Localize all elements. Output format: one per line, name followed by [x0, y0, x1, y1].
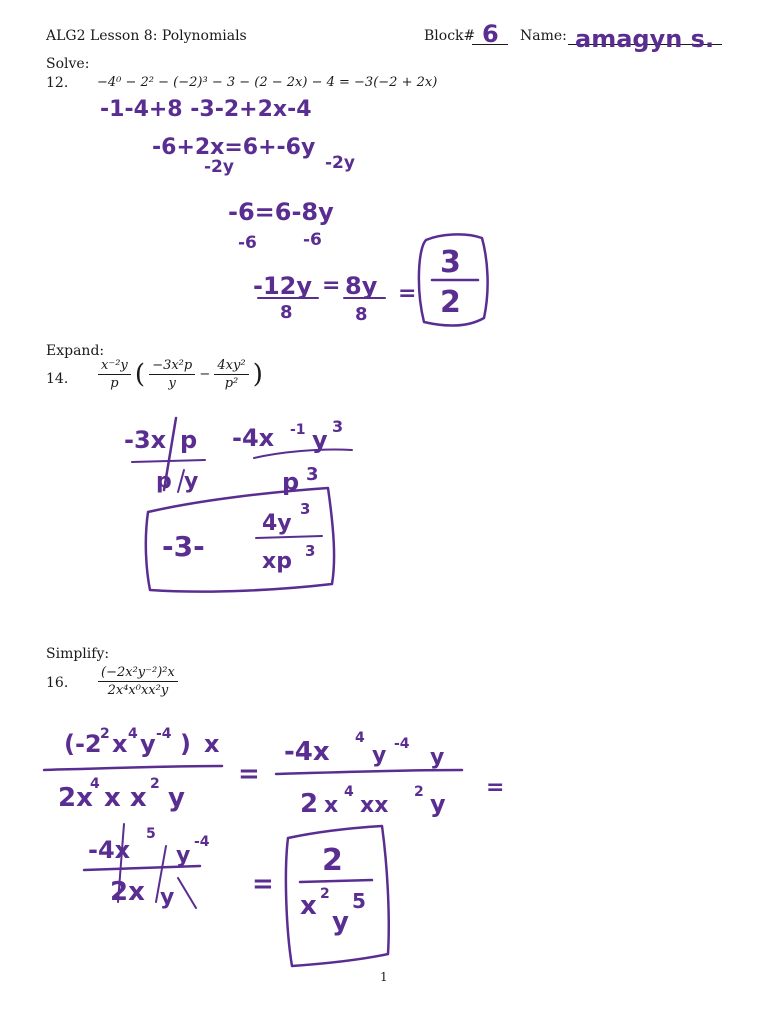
section-label-solve: Solve: [46, 56, 90, 72]
problem-16-fraction: $\frac{\text{(−2x²y⁻²)²x}}{\text{2x⁴x⁰xx²y}}$ [98, 665, 178, 698]
work-14-term1-den-y: y [184, 469, 199, 494]
work-16-num-exp-4: 4 [128, 726, 138, 742]
work-12-subtract-left: -6 [238, 233, 257, 253]
answer-14-den-exp: 3 [305, 542, 316, 560]
answer-14-lead: -3- [162, 530, 205, 563]
block-value-handwritten: 6 [482, 20, 499, 48]
work-16-equals-3: = [252, 869, 274, 899]
lead-fraction: $\frac{\text{x⁻²y}}{p}$ [98, 358, 131, 391]
work-14-term1-bar [132, 460, 205, 462]
problem-number-14: 14. [46, 371, 69, 387]
worksheet-title: ALG2 Lesson 8: Polynomials [46, 28, 247, 44]
problem-number-16: 16. [46, 675, 69, 691]
work-14-term2-exp-3: 3 [332, 417, 344, 436]
work-16-step2-den-y: y [430, 790, 446, 818]
name-label: Name: [520, 28, 567, 44]
minus-sign: − [199, 367, 211, 382]
work-12-numerator-left: -12y [253, 272, 313, 300]
work-12-subtract-right: -6 [303, 230, 322, 250]
work-16-cancel-stroke-3 [178, 878, 196, 908]
work-12-line-1: -1-4+8 -3-2+2x-4 [100, 97, 312, 122]
work-14-term2-exp-1: -1 [290, 422, 306, 438]
work-16-equals-2: = [486, 775, 505, 800]
section-label-expand: Expand: [46, 343, 105, 359]
section-label-simplify: Simplify: [46, 646, 110, 662]
work-16-den-exp-2: 2 [150, 776, 160, 792]
work-16-den-y: y [168, 783, 185, 813]
work-16-step2-den-x: x [324, 793, 339, 818]
first-term-fraction: $\frac{\text{−3x²p}}{y}$ [149, 358, 195, 391]
work-16-step2-num-trailing-y: y [430, 745, 445, 770]
work-16-bar-2 [276, 770, 462, 774]
work-12-numerator-right: 8y [345, 272, 378, 300]
work-14-term2-den-p: p [282, 468, 300, 496]
work-14-term1-den-p: p [156, 469, 172, 494]
work-12-denominator-right: 8 [355, 304, 368, 325]
work-16-den-2x: 2x [58, 783, 93, 813]
second-term-fraction: $\frac{\text{4xy²}}{\text{p²}}$ [214, 358, 248, 391]
work-16-step2-den-exp-2: 2 [414, 784, 424, 800]
work-12-line-3: -6=6-8y [228, 198, 334, 226]
problem-12-equation: −4⁰ − 2² − (−2)³ − 3 − (2 − 2x) − 4 = −3(−2 + 2x) [97, 75, 438, 90]
block-label: Block# [424, 28, 476, 44]
work-12-cancel-right: -2y [325, 153, 355, 173]
answer-16-fraction-bar [300, 880, 372, 882]
work-16-step3-num: -4x [88, 836, 131, 864]
work-16-step2-num-exp-4: 4 [355, 730, 365, 746]
answer-14-num-exp: 3 [300, 500, 311, 518]
left-paren: ( [134, 359, 146, 390]
work-12-equals-1: = [322, 273, 341, 298]
work-16-step3-den: 2x [110, 877, 145, 907]
page-number: 1 [380, 970, 388, 984]
answer-16-den-y: y [332, 907, 349, 937]
work-16-num-close: ) [180, 730, 191, 758]
answer-14-fraction-bar [256, 536, 322, 538]
work-12-cancel-left: -2y [204, 157, 234, 177]
answer-12-numerator: 3 [440, 245, 461, 280]
work-16-step3-den-y: y [160, 885, 175, 910]
work-16-step3-num-exp-5: 5 [146, 826, 156, 842]
work-16-step2-den-2: 2 [300, 789, 319, 819]
work-16-step3-num-exp-neg4: -4 [194, 834, 210, 850]
answer-14-denominator: xp [262, 549, 292, 574]
work-12-line-2: -6+2x=6+-6y [152, 135, 316, 160]
work-16-num-open: (-2 [64, 730, 102, 758]
work-12-denominator-left: 8 [280, 302, 293, 323]
work-12-equals-2: = [398, 281, 417, 306]
work-16-equals-1: = [238, 759, 260, 789]
right-paren: ) [252, 359, 263, 390]
work-14-term1-numerator: -3x [124, 426, 167, 454]
answer-16-den-y-exp: 5 [352, 889, 366, 913]
work-16-step2-den-exp-4: 4 [344, 784, 354, 800]
work-16-num-trailing-x: x [204, 730, 220, 758]
name-value-handwritten: amagyn s. [575, 25, 715, 53]
work-16-bar-3 [84, 866, 200, 870]
answer-12-denominator: 2 [440, 285, 461, 320]
work-14-term2-y: y [312, 426, 328, 454]
work-16-den-xx: x x [104, 783, 147, 813]
work-14-term1-p: p [180, 426, 198, 454]
work-14-term2-numerator: -4x [232, 424, 275, 452]
work-16-step2-den-xx: xx [360, 793, 389, 818]
work-14-term2-den-exp: 3 [306, 464, 319, 485]
work-16-num-y: y [140, 730, 156, 758]
problem-number-12: 12. [46, 75, 69, 91]
work-16-num-exp-neg4: -4 [156, 726, 172, 742]
answer-16-den-x: x [300, 891, 317, 921]
work-16-bar-1 [44, 766, 222, 770]
work-16-num-x: x [112, 730, 128, 758]
work-16-step2-num: -4x [284, 737, 330, 767]
work-16-den-exp-4: 4 [90, 776, 100, 792]
answer-14-numerator: 4y [262, 511, 292, 536]
answer-16-numerator: 2 [322, 843, 343, 878]
work-16-step2-num-y: y [372, 743, 387, 768]
work-16-step3-num-y: y [176, 843, 191, 868]
work-16-step2-num-exp-neg4: -4 [394, 736, 410, 752]
work-16-num-exp-2: 2 [100, 726, 110, 742]
answer-16-den-x-exp: 2 [320, 886, 330, 902]
